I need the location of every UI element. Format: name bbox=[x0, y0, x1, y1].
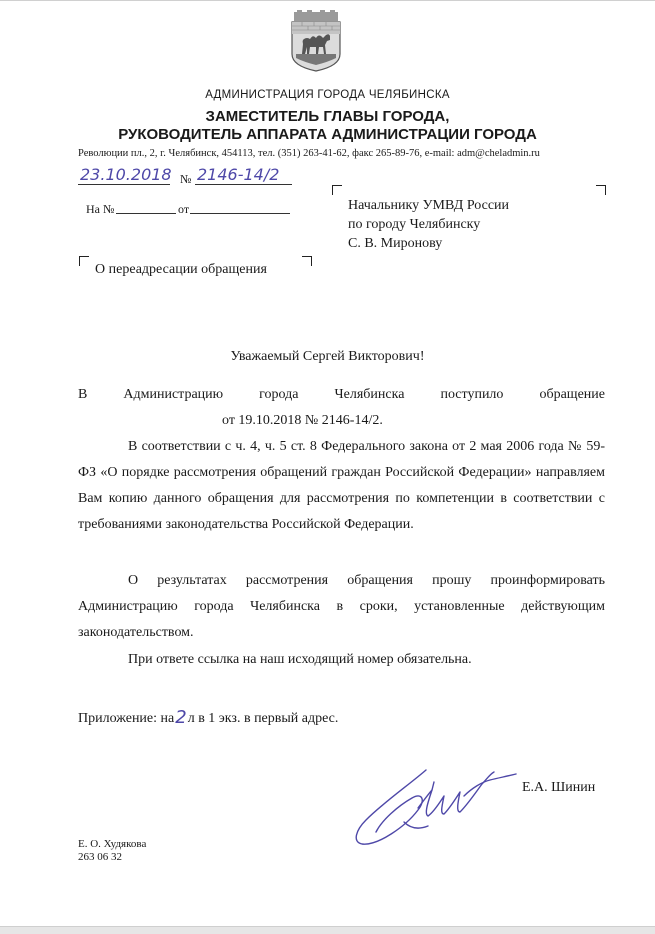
executor-name: Е. О. Худякова bbox=[78, 838, 147, 850]
recipient-corner-left bbox=[332, 185, 342, 195]
executor-phone: 263 06 32 bbox=[78, 851, 122, 863]
handwritten-signature-icon bbox=[348, 762, 524, 850]
paragraph-2: В соответствии с ч. 4, ч. 5 ст. 8 Федерального закона от 2 мая 2006 года № 59-ФЗ «О порядке рассмотрения обращений граждан Российской Федерации» направляем Вам копию данного обращения для рассмотрения по компетенции в соответствии с требованиями законодательства Российской Федерации. bbox=[78, 439, 605, 532]
paragraph-1-line-1: В Администрацию города Челябинска поступило обращение bbox=[78, 387, 605, 402]
attachment-handwritten-count: 2 bbox=[175, 707, 187, 728]
attachment-prefix: Приложение: на bbox=[78, 711, 175, 726]
chelyabinsk-camel-emblem-icon bbox=[288, 10, 344, 72]
reference-date-blank bbox=[190, 213, 290, 214]
position-title-line-2: РУКОВОДИТЕЛЬ АППАРАТА АДМИНИСТРАЦИИ ГОРОДА bbox=[118, 126, 537, 143]
paragraph-4: При ответе ссылка на наш исходящий номер обязательна. bbox=[128, 652, 472, 667]
signer-name: Е.А. Шинин bbox=[522, 780, 596, 795]
registration-number-underline bbox=[195, 184, 292, 185]
recipient-line-1: Начальнику УМВД России bbox=[348, 198, 510, 213]
page-top-edge bbox=[0, 0, 655, 1]
subject-line: О переадресации обращения bbox=[95, 262, 267, 277]
recipient-line-3: С. В. Миронову bbox=[348, 236, 443, 251]
greeting: Уважаемый Сергей Викторович! bbox=[230, 349, 425, 364]
registration-number: 2146-14/2 bbox=[197, 165, 280, 184]
paragraph-3: О результатах рассмотрения обращения прошу проинформировать Администрацию города Челябинска в сроки, установленные действующим законодательством. bbox=[78, 573, 605, 640]
admin-name: АДМИНИСТРАЦИЯ ГОРОДА ЧЕЛЯБИНСКА bbox=[205, 89, 450, 101]
address-line: Революции пл., 2, г. Челябинск, 454113, тел. (351) 263-41-62, факс 265-89-76, e-mail: adm@cheladmin.ru bbox=[78, 148, 540, 159]
attachment-line bbox=[78, 706, 338, 727]
registration-date-underline bbox=[78, 184, 170, 185]
subject-corner-right bbox=[302, 256, 312, 266]
registration-number-sign: № bbox=[180, 172, 192, 186]
redacted-sender bbox=[70, 405, 218, 427]
registration-date: 23.10.2018 bbox=[80, 165, 172, 184]
recipient-block bbox=[348, 196, 509, 253]
recipient-corner-right bbox=[596, 185, 606, 195]
reference-number-label: На № bbox=[86, 202, 115, 216]
recipient-line-2: по городу Челябинску bbox=[348, 217, 481, 232]
redacted-area bbox=[340, 262, 607, 328]
attachment-suffix: л в 1 экз. в первый адрес. bbox=[187, 711, 339, 726]
subject-corner-left bbox=[79, 256, 89, 266]
position-title-line-1: ЗАМЕСТИТЕЛЬ ГЛАВЫ ГОРОДА, bbox=[205, 108, 450, 125]
reference-number-blank bbox=[116, 213, 176, 214]
reference-from-label: от bbox=[178, 202, 190, 216]
paragraph-1-line-2: от 19.10.2018 № 2146-14/2. bbox=[222, 413, 383, 428]
executor-block bbox=[78, 838, 146, 864]
